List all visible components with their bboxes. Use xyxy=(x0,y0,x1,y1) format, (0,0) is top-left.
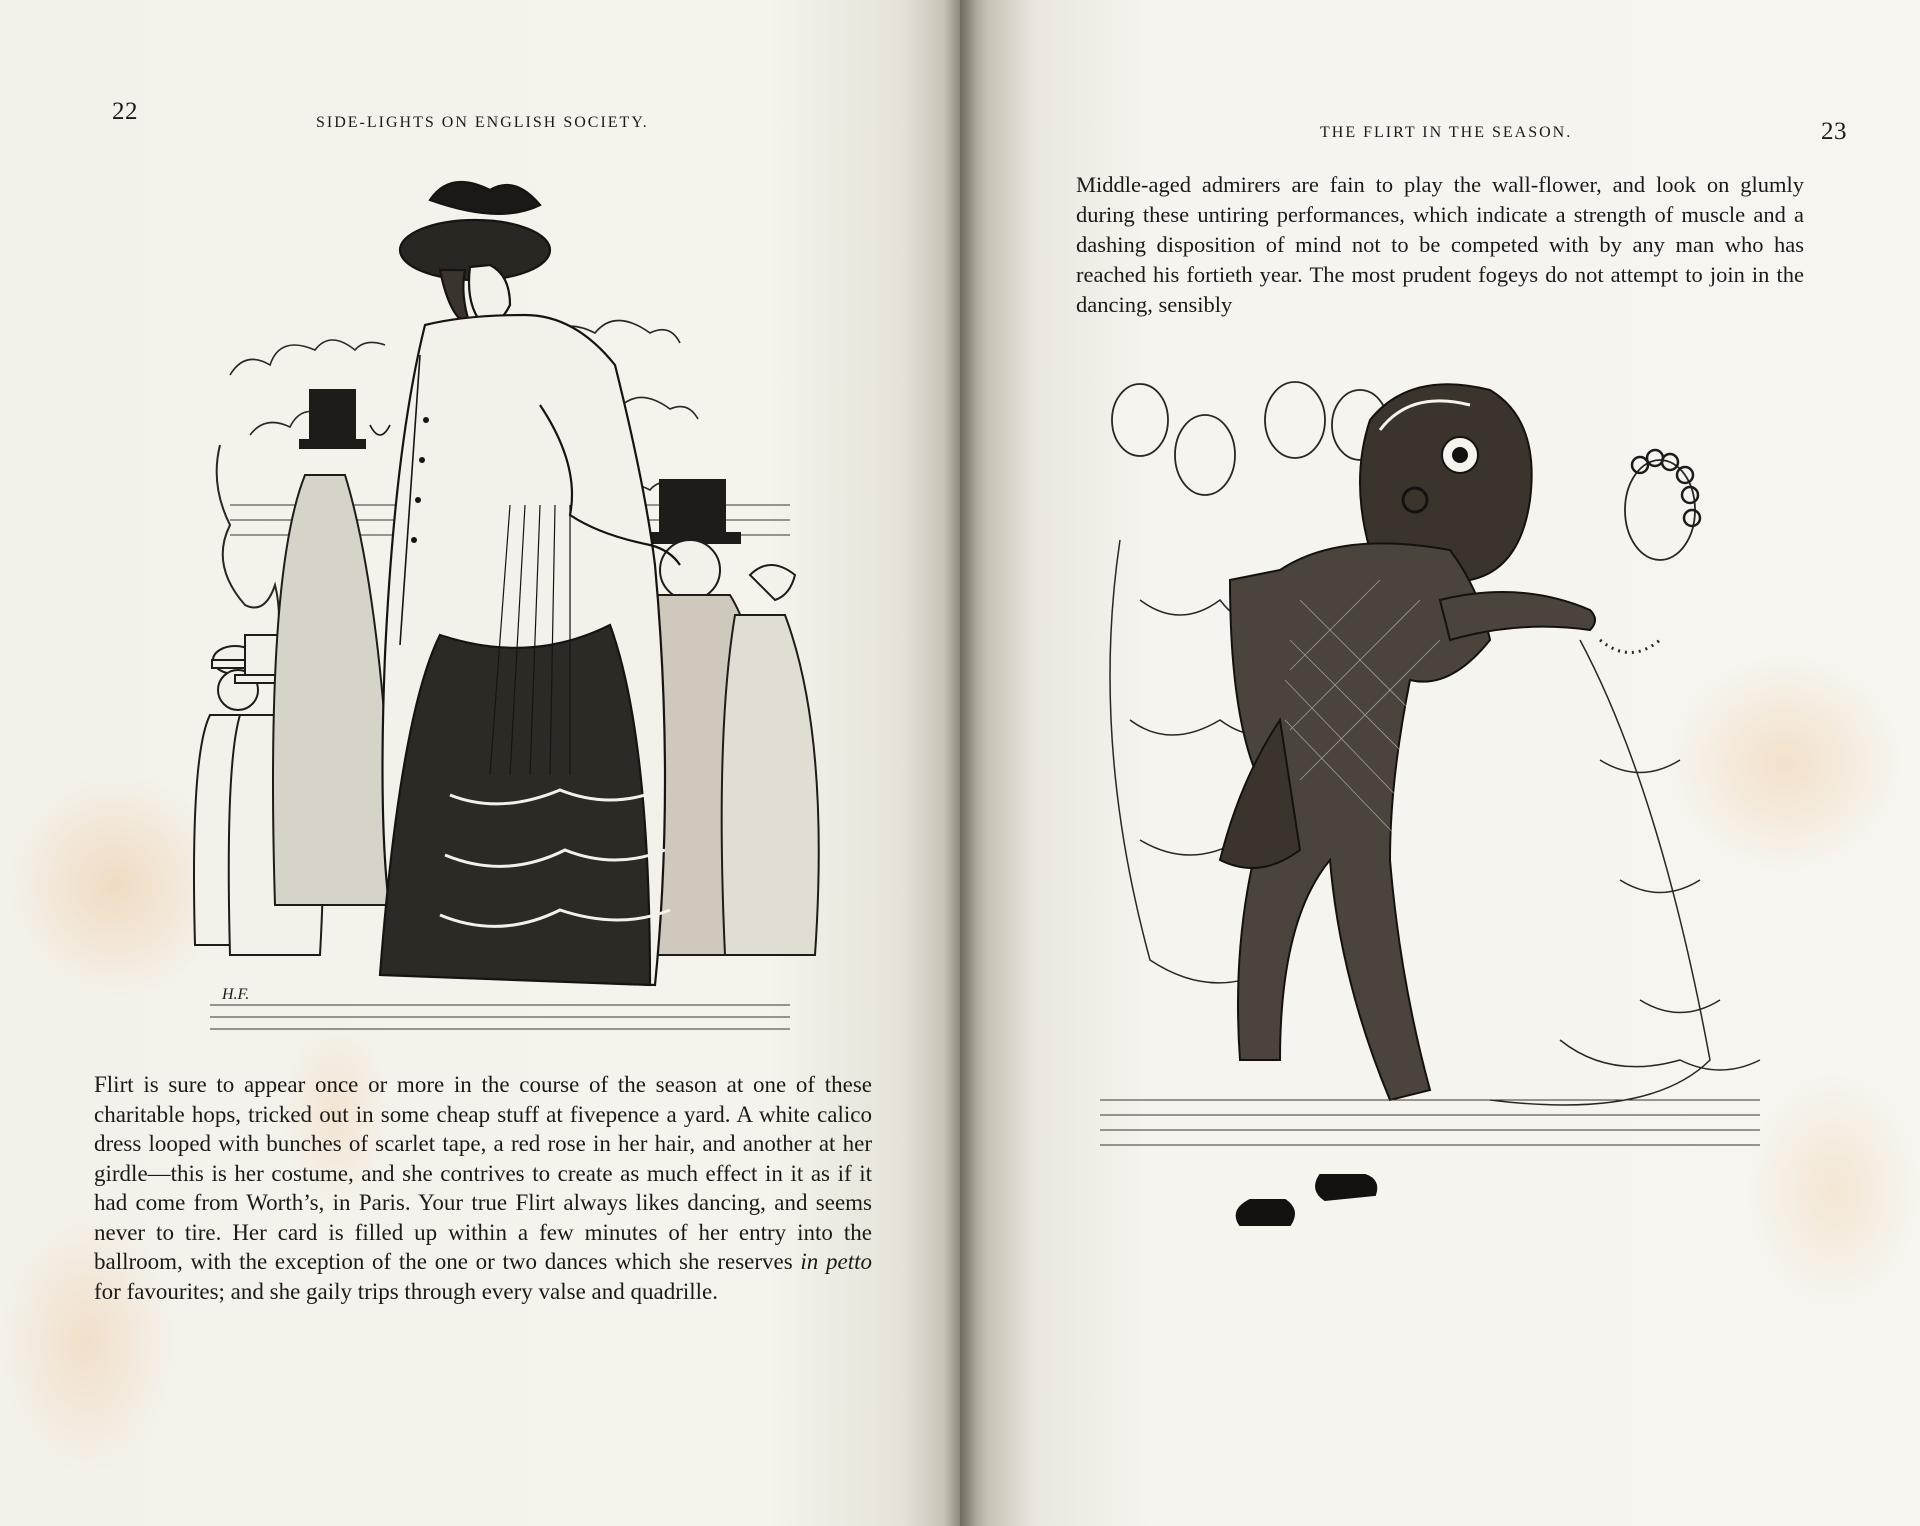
left-paragraph xyxy=(94,1070,872,1306)
illustration-monogram: H.F. xyxy=(222,986,250,1003)
book-gutter xyxy=(944,0,976,1526)
left-illustration xyxy=(190,175,830,1055)
left-paragraph-italic: in petto xyxy=(800,1249,872,1274)
left-paragraph-text-a: Flirt is sure to appear once or more in the course of the season at one of these charitable hops, tricked out in some cheap stuff at fivepence a yard. A white calico dress looped with bunches of scarlet tape, a red rose in her hair, and another at her girdle—this is her costume, and she contrives to create as much effect in it as if it had come from Worth’s, in Paris. Your true Flirt always likes dancing, and seems never to tire. Her card is filled up within a few minutes of her entry into the ballroom, with the exception of the one or two dances which she reserves xyxy=(94,1072,872,1274)
left-page-number: 22 xyxy=(112,98,138,125)
right-page-number: 23 xyxy=(1821,118,1847,145)
right-running-head: THE FLIRT IN THE SEASON. xyxy=(1320,124,1573,141)
left-running-head: SIDE-LIGHTS ON ENGLISH SOCIETY. xyxy=(316,114,649,131)
right-paragraph: Middle-aged admirers are fain to play the wall-flower, and look on glumly during these untiring performances, which indicate a strength of muscle and a dashing disposition of mind not to be competed with by any man who has reached his fortieth year. The most prudent fogeys do not attempt to join in the dancing, sensibly xyxy=(1076,172,1804,317)
right-illustration xyxy=(1080,340,1790,1340)
left-paragraph-text-b: for favourites; and she gaily trips through every valse and quadrille. xyxy=(94,1278,719,1304)
right-page xyxy=(960,0,1920,1526)
